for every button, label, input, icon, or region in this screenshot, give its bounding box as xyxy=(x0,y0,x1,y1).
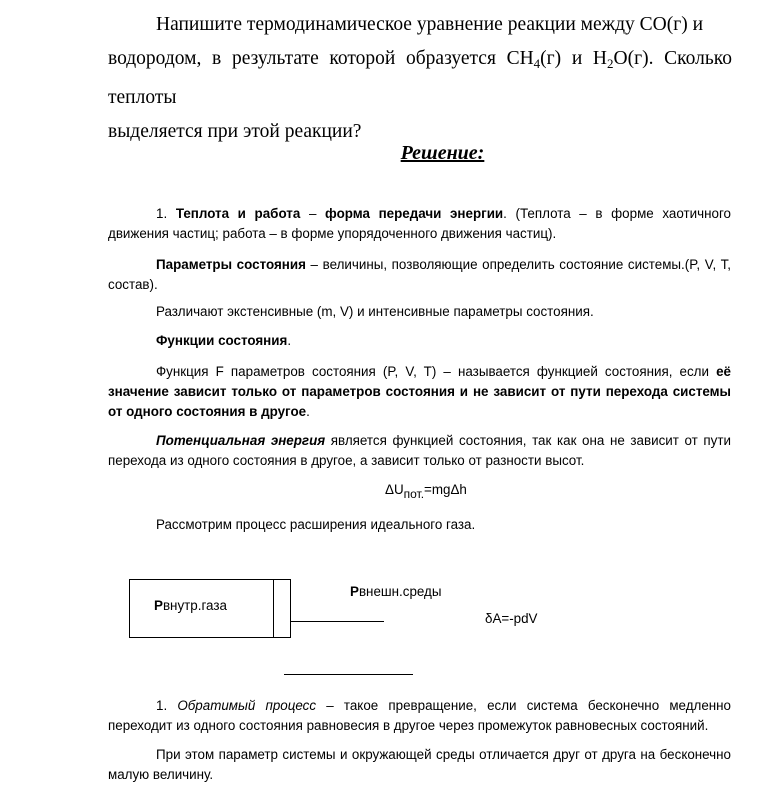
paragraph-expansion xyxy=(108,515,731,535)
paragraph-text: является функцией состояния, так как она не зависит от пути перехода из одного состояния в другое, а зависит только от разности высот. xyxy=(108,433,731,468)
task-line-3: выделяется при этой реакции? xyxy=(108,121,362,142)
term-state-params: Параметры состояния xyxy=(156,257,306,272)
label-subscript: внешн.среды xyxy=(358,584,442,599)
paragraph-function-f xyxy=(108,362,731,422)
label-work: δA=-pdV xyxy=(485,611,538,626)
solution-heading: Решение: xyxy=(400,142,485,164)
paragraph-state-functions xyxy=(108,331,731,351)
paragraph-text: Различают экстенсивные (m, V) и интенсивные параметры состояния. xyxy=(156,304,594,319)
baseline xyxy=(284,674,413,675)
dash: – xyxy=(300,206,326,221)
task-line-2-part-c: O(г). Сколько теплоты xyxy=(108,48,732,108)
paragraph-extensive xyxy=(108,302,731,322)
term-energy-transfer: форма передачи энергии xyxy=(325,206,504,221)
paragraph-text: Рассмотрим процесс расширения идеального газа. xyxy=(156,517,476,532)
paragraph-text: – величины, позволяющие определить состояние системы.(P, V, T, состав). xyxy=(108,257,732,292)
task-line-1: Напишите термодинамическое уравнение реакции между CO(г) и xyxy=(156,14,704,35)
formula-potential-energy xyxy=(385,482,467,501)
paragraph-text: . xyxy=(306,404,310,419)
term-heat-work: Теплота и работа xyxy=(175,206,301,221)
paragraph-reversible xyxy=(108,696,731,736)
piston-rod-line xyxy=(290,579,291,621)
task-line-2-part-b: (г) и H xyxy=(540,48,608,69)
label-external-pressure xyxy=(350,584,442,599)
subscript-2: 2 xyxy=(607,56,614,71)
surface-line xyxy=(291,621,384,622)
term-potential-energy: Потенциальная энергия xyxy=(156,433,326,448)
formula-subscript: пот. xyxy=(403,487,425,501)
paragraph-state-params xyxy=(108,255,731,295)
paragraph-text: . xyxy=(287,333,292,348)
label-p: P xyxy=(350,584,359,599)
term-state-functions: Функции состояния xyxy=(156,333,288,348)
task-line-2-part-a: водородом, в результате которой образуется CH xyxy=(108,48,534,69)
label-internal-pressure xyxy=(154,598,227,613)
paragraph-text: – такое превращение, если система бесконечно медленно переходит из одного состояния равновесия в другое через промежуток равновесных состояний. xyxy=(108,698,732,733)
task-statement xyxy=(108,8,732,149)
task-line-2 xyxy=(108,42,732,115)
paragraph-text: . (Теплота – в форме хаотичного движения частиц; работа – в форме упорядоченного движения частиц). xyxy=(108,206,731,241)
paragraph-text: При этом параметр системы и окружающей среды отличается друг от друга на бесконечно малую величину. xyxy=(108,747,731,782)
formula-main: ΔU xyxy=(385,482,404,497)
label-subscript: внутр.газа xyxy=(162,598,227,613)
list-number: 1. xyxy=(156,698,178,713)
paragraph-potential-energy xyxy=(108,431,731,471)
term-definition: её значение зависит только от параметров состояния и не зависит от пути перехода системы от одного состояния в другое xyxy=(108,364,731,419)
paragraph-difference xyxy=(108,745,731,785)
paragraph-heat-work xyxy=(108,204,731,244)
label-p: P xyxy=(154,598,163,613)
subscript-4: 4 xyxy=(533,56,541,71)
list-number: 1. xyxy=(156,206,176,221)
piston-line xyxy=(273,579,274,638)
term-reversible-process: Обратимый процесс xyxy=(177,698,317,713)
formula-rest: =mgΔh xyxy=(424,482,467,497)
paragraph-text: Функция F параметров состояния (P, V, T) – называется функцией состояния, если xyxy=(156,364,717,379)
